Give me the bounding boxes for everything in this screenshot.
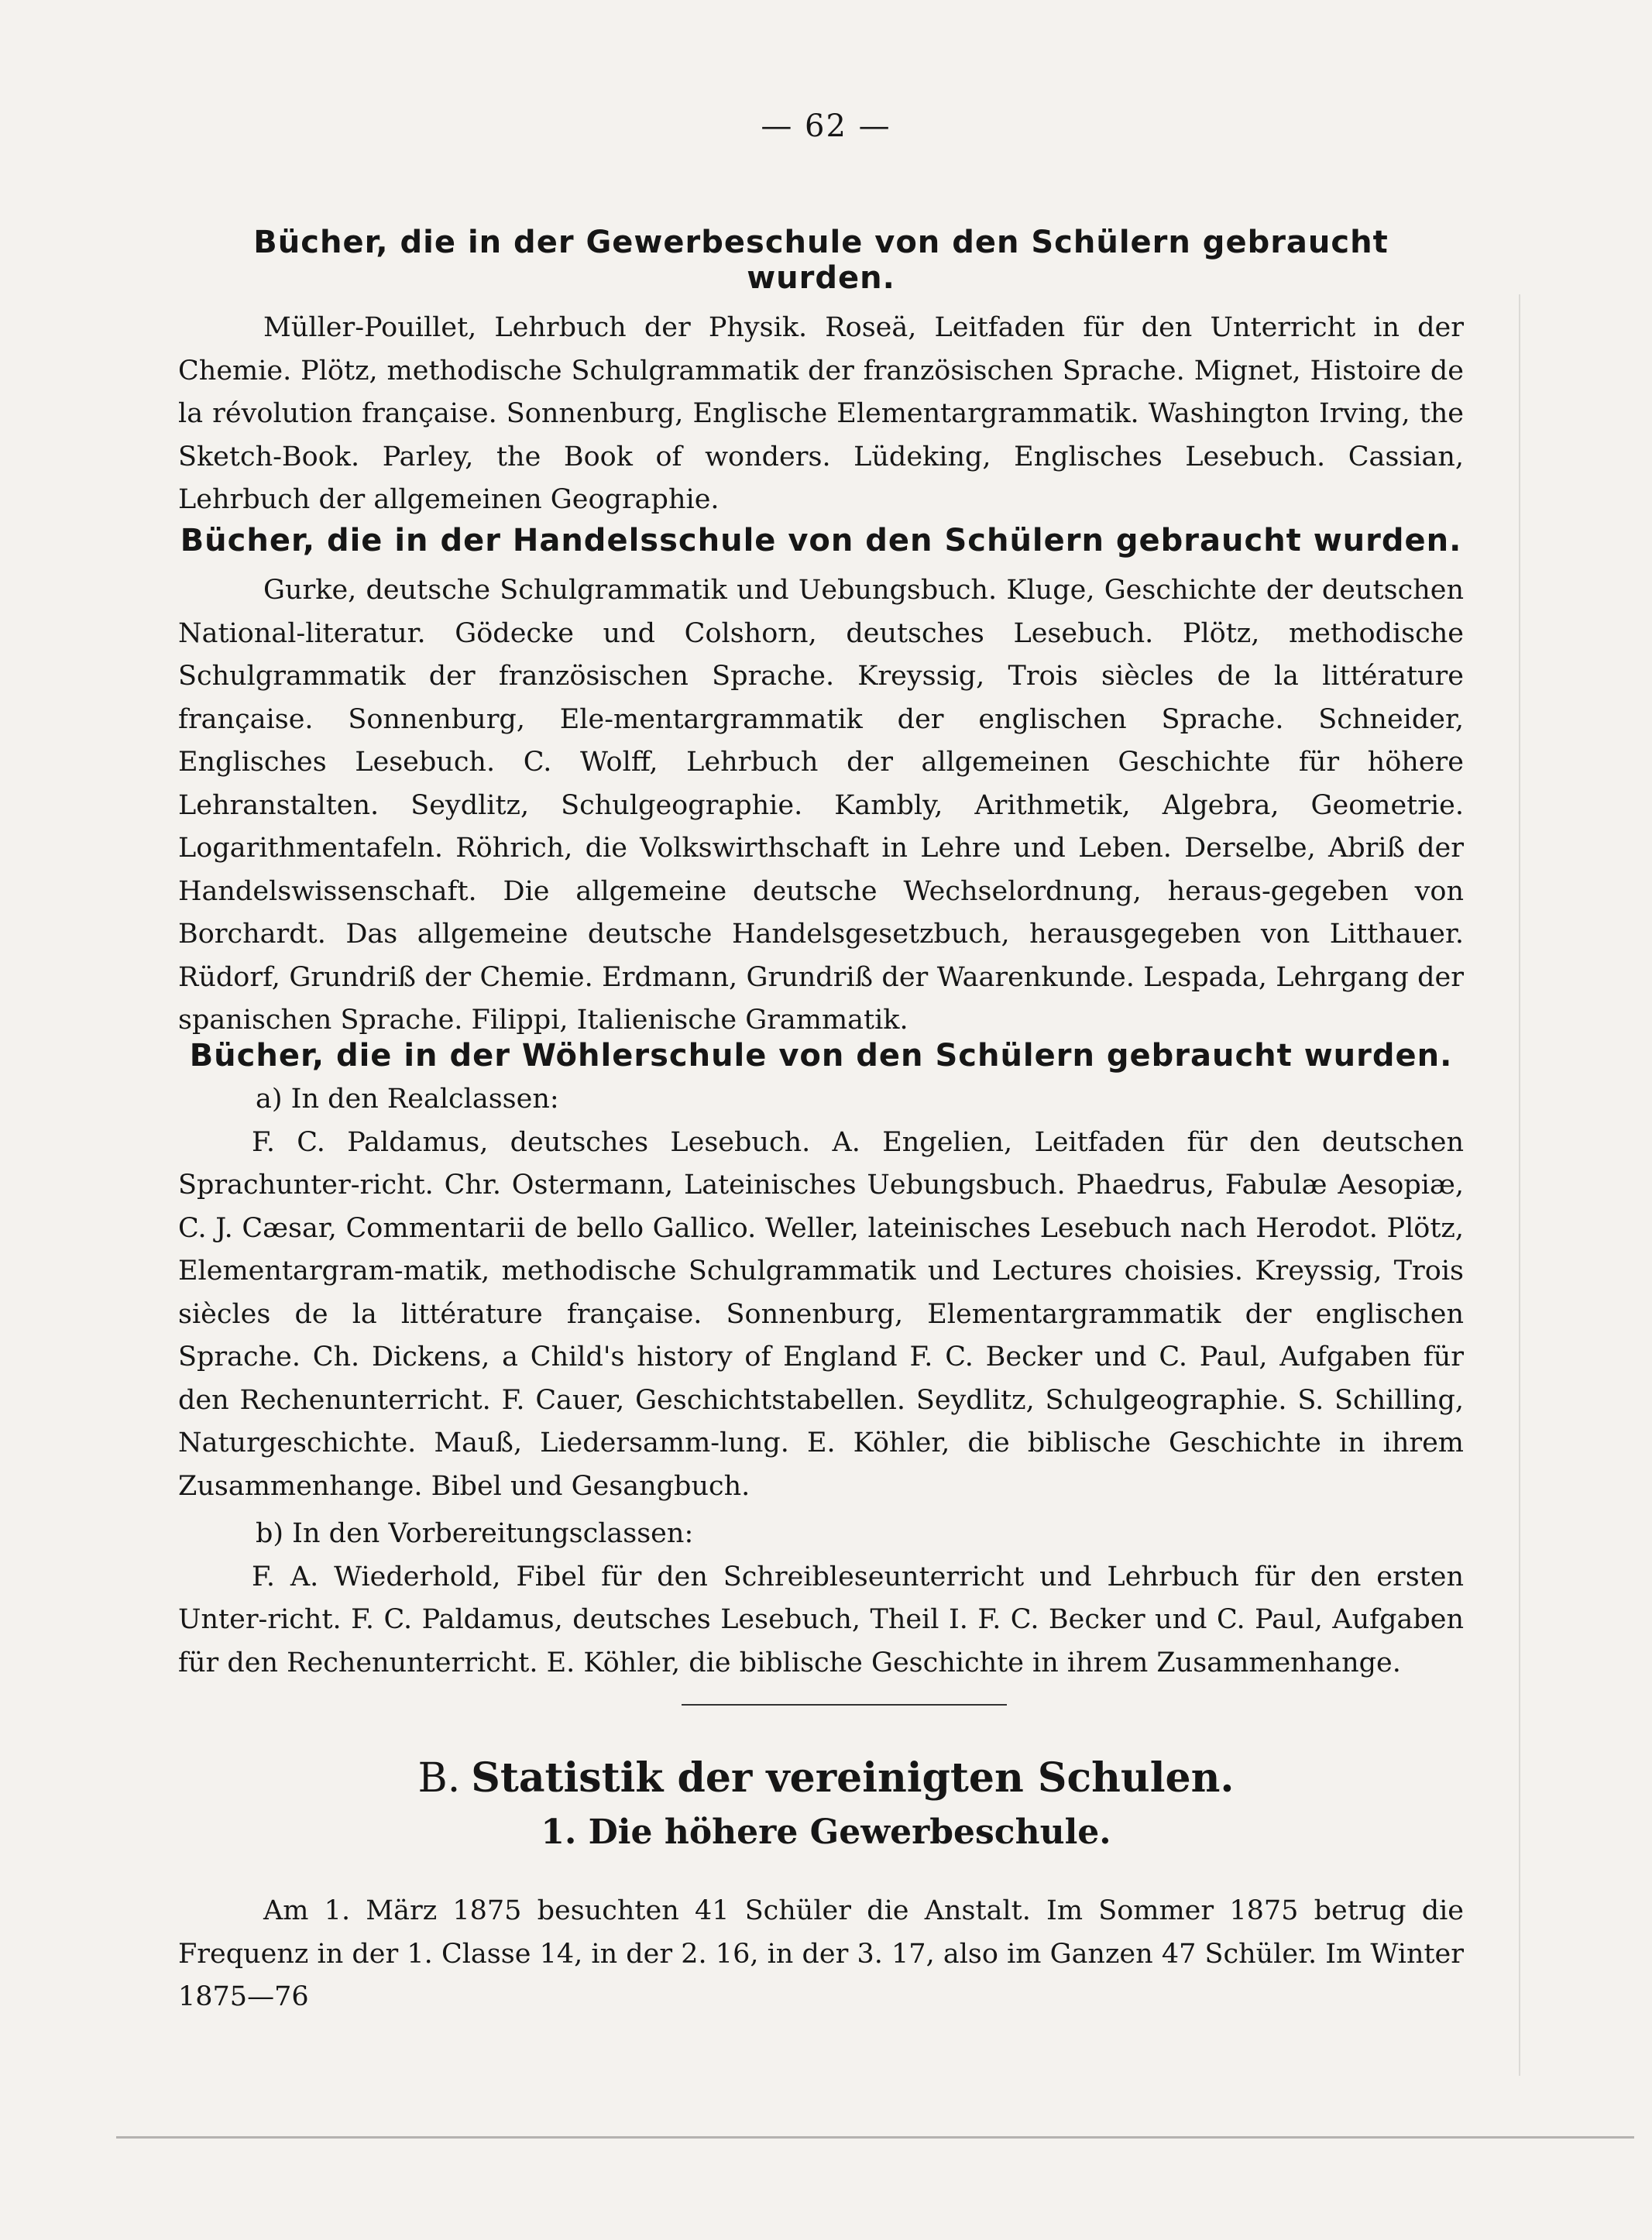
- gewerbeschule-book-list: Müller-Pouillet, Lehrbuch der Physik. Roseä, Leitfaden für den Unterricht in der Chemie. Plötz, methodische Schulgrammatik der französischen Sprache. Mignet, Histoire de la révolution française. Sonnenburg, Englische Elementargrammatik. Washington Irving, the Sketch-Book. Parley, the Book of wonders. Lüdeking, Englisches Lesebuch. Cassian, Lehrbuch der allgemeinen Geographie.: [178, 312, 1464, 515]
- vorbereitung-book-list: F. A. Wiederhold, Fibel für den Schreibleseunterricht und Lehrbuch für den ersten Unter-richt. F. C. Paldamus, deutsches Lesebuch, Theil I. F. C. Becker und C. Paul, Aufgaben für den Rechenunterricht. E. Köhler, die biblische Geschichte in ihrem Zusammenhange.: [178, 1561, 1464, 1678]
- section-b-label: B.: [417, 1755, 461, 1802]
- bleed-through-shadow: [1519, 294, 1629, 2076]
- vorbereitung-label: b) In den Vorbereitungsclassen:: [256, 1518, 694, 1549]
- section-divider: [682, 1704, 1007, 1706]
- section-b-heading: Statistik der vereinigten Schulen.: [471, 1754, 1235, 1802]
- statistics-paragraph: Am 1. März 1875 besuchten 41 Schüler die Anstalt. Im Sommer 1875 betrug die Frequenz in der 1. Classe 14, in der 2. 16, in der 3. 17, also im Ganzen 47 Schüler. Im Winter 1875—76: [178, 1895, 1464, 2012]
- gewerbeschule-section: [178, 225, 1464, 522]
- handelsschule-heading: Bücher, die in der Handelsschule von den Schülern gebraucht wurden.: [180, 523, 1462, 558]
- woehlerschule-section: [178, 1038, 1464, 1685]
- handelsschule-section: [178, 523, 1464, 1043]
- gewerbeschule-heading: Bücher, die in der Gewerbeschule von den Schülern gebraucht wurden.: [253, 225, 1389, 296]
- bleed-through-rule: [116, 2136, 1634, 2139]
- handelsschule-book-list: Gurke, deutsche Schulgrammatik und Uebungsbuch. Kluge, Geschichte der deutschen National-literatur. Gödecke und Colshorn, deutsches Lesebuch. Plötz, methodische Schulgrammatik der französischen Sprache. Kreyssig, Trois siècles de la littérature française. Sonnenburg, Ele-mentargrammatik der englischen Sprache. Schneider, Englisches Lesebuch. C. Wolff, Lehrbuch der allgemeinen Geschichte für höhere Lehranstalten. Seydlitz, Schulgeographie. Kambly, Arithmetik, Algebra, Geometrie. Logarithmentafeln. Röhrich, die Volkswirthschaft in Lehre und Leben. Derselbe, Abriß der Handelswissenschaft. Die allgemeine deutsche Wechselordnung, heraus-gegeben von Borchardt. Das allgemeine deutsche Handelsgesetzbuch, herausgegeben von Litthauer. Rüdorf, Grundriß der Chemie. Erdmann, Grundriß der Waarenkunde. Lespada, Lehrgang der spanischen Sprache. Filippi, Italienische Grammatik.: [178, 575, 1464, 1036]
- subsection-title: 1. Die höhere Gewerbeschule.: [541, 1812, 1111, 1852]
- woehlerschule-heading: Bücher, die in der Wöhlerschule von den Schülern gebraucht wurden.: [189, 1038, 1453, 1074]
- realclassen-book-list: F. C. Paldamus, deutsches Lesebuch. A. Engelien, Leitfaden für den deutschen Sprachunter-richt. Chr. Ostermann, Lateinisches Uebungsbuch. Phaedrus, Fabulæ Aesopiæ, C. J. Cæsar, Commentarii de bello Gallico. Weller, lateinisches Lesebuch nach Herodot. Plötz, Elementargram-matik, methodische Schulgrammatik und Lectures choisies. Kreyssig, Trois siècles de la littérature française. Sonnenburg, Elementargrammatik der englischen Sprache. Ch. Dickens, a Child's history of England F. C. Becker und C. Paul, Aufgaben für den Rechenunterricht. F. Cauer, Geschichtstabellen. Seydlitz, Schulgeographie. S. Schilling, Naturgeschichte. Mauß, Liedersamm-lung. E. Köhler, die biblische Geschichte in ihrem Zusammenhange. Bibel und Gesangbuch.: [178, 1126, 1464, 1502]
- page-number: — 62 —: [761, 108, 891, 144]
- section-b-title: [0, 1754, 1652, 1802]
- realclassen-label: a) In den Realclassen:: [256, 1084, 559, 1115]
